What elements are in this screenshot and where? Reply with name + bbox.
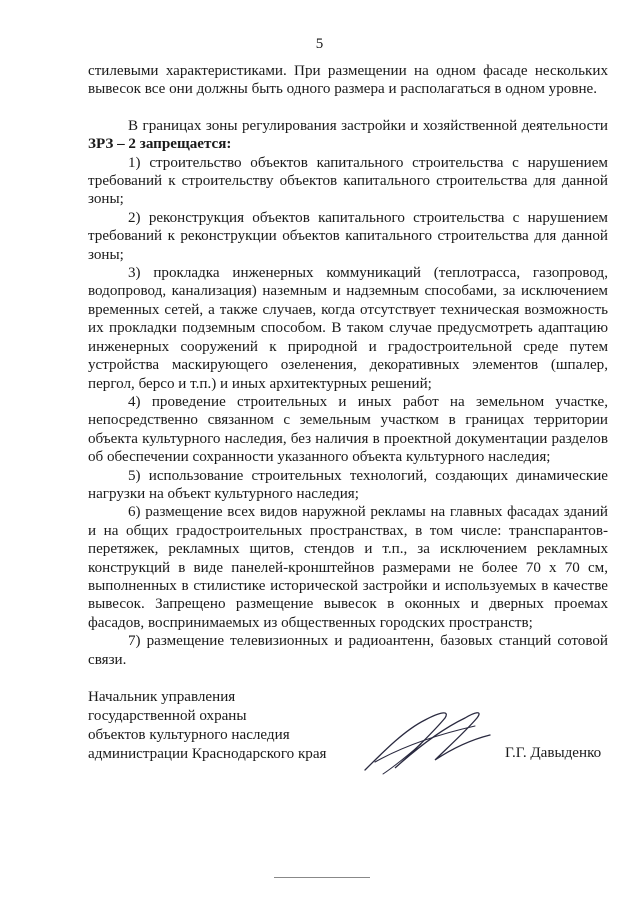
paragraph-zone-intro xyxy=(88,117,608,154)
signatory-name: Г.Г. Давыденко xyxy=(505,745,602,761)
list-item-2: 2) реконструкция объектов капитального строительства с нарушением требований к реконструкции объектов капитального строительства для данной зоны; xyxy=(88,209,608,263)
handwritten-signature xyxy=(355,700,495,780)
list-item-7: 7) размещение телевизионных и радиоантенн, базовых станций сотовой связи. xyxy=(88,633,608,668)
signatory-line-2: государственной охраны xyxy=(88,708,247,724)
list-item-5: 5) использование строительных технологий, создающих динамические нагрузки на объект культурного наследия; xyxy=(88,467,608,502)
list-item-3: 3) прокладка инженерных коммуникаций (теплотрасса, газопровод, водопровод, канализация) наземным и надземным способами, за исключением временных сетей, а также случаев, когда отсутствует техническая возможность их прокладки подземным способом. В таком случае предусмотреть адаптацию инженерных сооружений к природной и градостроительной среде путем устройства маскирующего озеленения, декоративных элементов (шпалер, пергол, берсо и т.п.) и иных архитектурных решений; xyxy=(88,265,608,392)
signatory-title xyxy=(88,688,327,764)
bottom-divider xyxy=(274,877,370,878)
zone-intro-text: В границах зоны регулирования застройки и хозяйственной деятельности xyxy=(128,117,608,134)
list-item-4: 4) проведение строительных и иных работ на земельном участке, непосредственно связанном с земельным участком в границах территории объекта культурного наследия, без наличия в проектной документации разделов об обеспечении сохранности указанного объекта культурного наследия; xyxy=(88,393,608,466)
signatory-line-1: Начальник управления xyxy=(88,689,236,705)
signatory-line-3: объектов культурного наследия xyxy=(88,727,290,743)
document-body xyxy=(88,62,608,669)
page-number: 5 xyxy=(315,36,324,52)
paragraph-continuation: стилевыми характеристиками. При размещении на одном фасаде нескольких вывесок все они должны быть одного размера и располагаться в одном уровне. xyxy=(88,63,608,98)
list-item-1: 1) строительство объектов капитального строительства с нарушением требований к строительству объектов капитального строительства для данной зоны; xyxy=(88,154,608,208)
zone-intro-bold: ЗРЗ – 2 запрещается: xyxy=(88,136,232,153)
signatory-line-4: администрации Краснодарского края xyxy=(88,746,327,762)
list-item-6: 6) размещение всех видов наружной рекламы на главных фасадах зданий и на общих градостроительных пространствах, в том числе: транспарантов-перетяжек, рекламных щитов, стендов и т.п., за исключением рекламных конструкций в виде панелей-кронштейнов размерами не более 70 х 70 см, выполненных в стилистике исторической застройки и используемых в качестве вывесок. Запрещено размещение вывесок в оконных и дверных проемах фасадов, воспринимаемых из общественных городских пространств; xyxy=(88,504,608,631)
